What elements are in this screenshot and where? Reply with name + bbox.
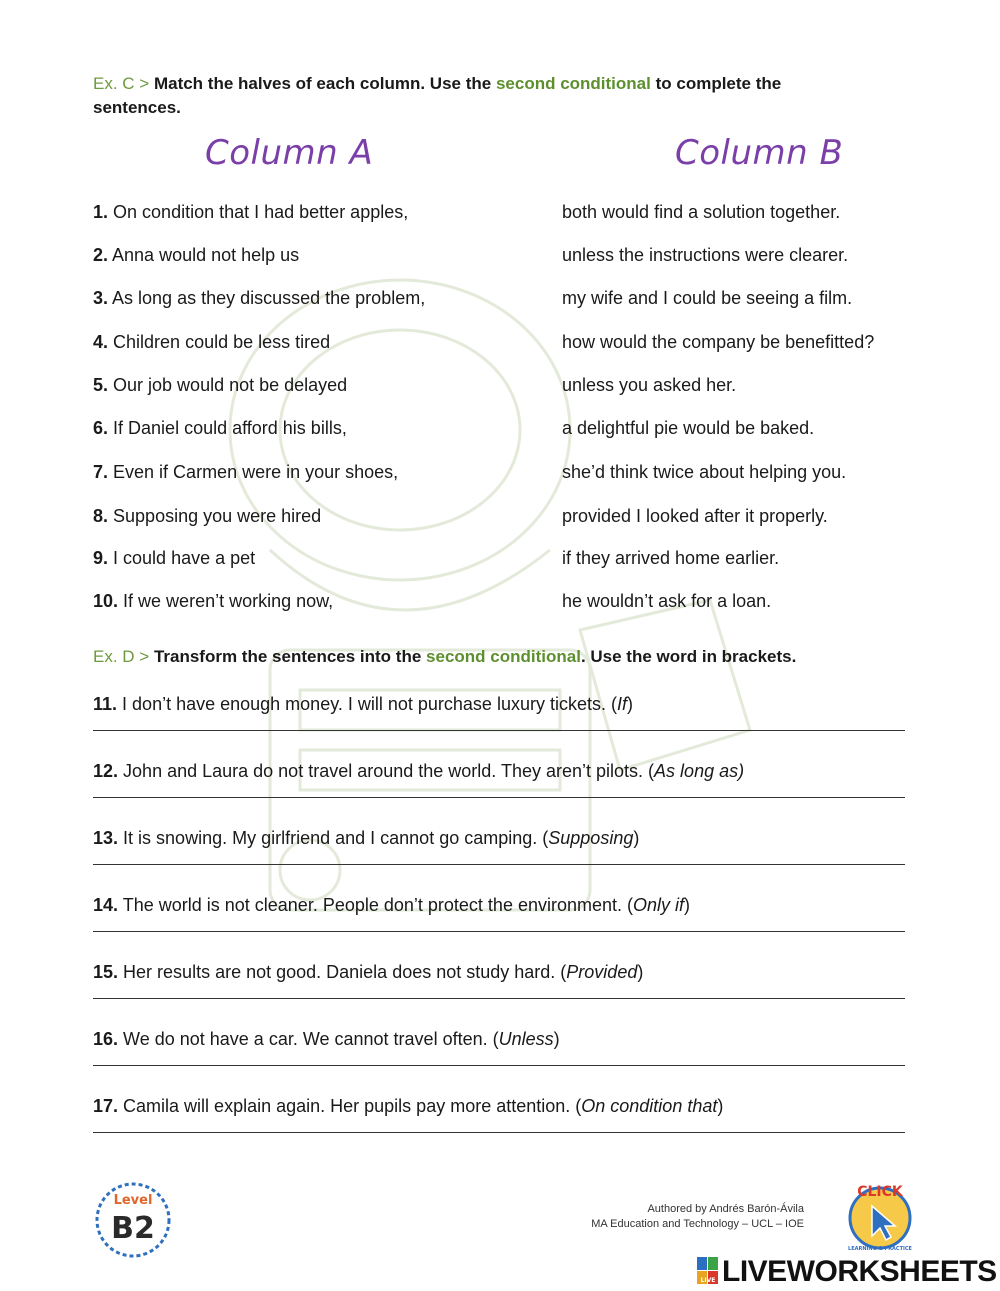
answer-line[interactable] [93, 797, 905, 798]
column-b-item: unless you asked her. [562, 375, 737, 395]
answer-line[interactable] [93, 931, 905, 932]
column-a-item: 5. Our job would not be delayed [93, 375, 348, 395]
column-b-item: provided I looked after it properly. [562, 506, 828, 526]
exercise-c-instructions: Ex. C > Match the halves of each column. Use the second conditional to complete the sentences. [93, 74, 782, 117]
svg-text:LIVE: LIVE [700, 1277, 716, 1284]
column-a-item: 7. Even if Carmen were in your shoes, [93, 462, 399, 482]
click-logo-tagline: LEARNING & PRACTICE [848, 1246, 912, 1252]
click-logo [840, 1180, 920, 1252]
liveworksheets-logo-icon [697, 1257, 719, 1285]
column-b-item: she’d think twice about helping you. [562, 462, 847, 482]
column-a-item: 6. If Daniel could afford his bills, [93, 418, 347, 438]
answer-line[interactable] [93, 998, 905, 999]
column-b-item: a delightful pie would be baked. [562, 418, 815, 438]
answer-line[interactable] [93, 864, 905, 865]
column-b-item: how would the company be benefitted? [562, 332, 875, 352]
column-b-item: he wouldn’t ask for a loan. [562, 591, 772, 611]
column-a-item: 10. If we weren’t working now, [93, 591, 334, 611]
column-a-item: 8. Supposing you were hired [93, 506, 322, 526]
column-a-item: 3. As long as they discussed the problem, [93, 288, 426, 308]
exercise-c-label: Ex. C > [93, 74, 150, 93]
answer-line[interactable] [93, 730, 905, 731]
click-logo-word: CLICK [857, 1184, 903, 1200]
liveworksheets-brand[interactable]: LIVEWORKSHEETS [722, 1255, 997, 1288]
column-a-item: 9. I could have a pet [93, 548, 256, 568]
column-b-title: Column B [675, 133, 844, 173]
level-code: B2 [111, 1211, 155, 1246]
transform-item: 16. We do not have a car. We cannot travel often. (Unless) [93, 1029, 560, 1049]
exercise-d-label: Ex. D > [93, 647, 150, 666]
column-a-item: 2. Anna would not help us [93, 245, 300, 265]
author-line: Authored by Andrés Barón-Ávila [647, 1203, 804, 1215]
column-a-title: Column A [205, 133, 374, 173]
exercise-d-instructions: Ex. D > Transform the sentences into the second conditional. Use the word in brackets. [93, 647, 797, 666]
column-b-item: if they arrived home earlier. [562, 548, 780, 568]
column-b-item: unless the instructions were clearer. [562, 245, 849, 265]
transform-item: 13. It is snowing. My girlfriend and I cannot go camping. (Supposing) [93, 828, 640, 848]
credential-line: MA Education and Technology – UCL – IOE [591, 1218, 804, 1230]
transform-item: 12. John and Laura do not travel around the world. They aren’t pilots. (As long as) [93, 761, 745, 781]
transform-item: 15. Her results are not good. Daniela does not study hard. (Provided) [93, 962, 644, 982]
level-badge [93, 1180, 173, 1260]
answer-line[interactable] [93, 1065, 905, 1066]
column-b-item: both would find a solution together. [562, 202, 841, 222]
transform-item: 17. Camila will explain again. Her pupils pay more attention. (On condition that) [93, 1096, 724, 1116]
column-a-item: 4. Children could be less tired [93, 332, 331, 352]
transform-item: 14. The world is not cleaner. People don’t protect the environment. (Only if) [93, 895, 691, 915]
transform-item: 11. I don’t have enough money. I will not purchase luxury tickets. (If) [93, 694, 633, 714]
level-word: Level [113, 1193, 153, 1208]
column-b-item: my wife and I could be seeing a film. [562, 288, 853, 308]
answer-line[interactable] [93, 1132, 905, 1133]
column-a-item: 1. On condition that I had better apples, [93, 202, 409, 222]
